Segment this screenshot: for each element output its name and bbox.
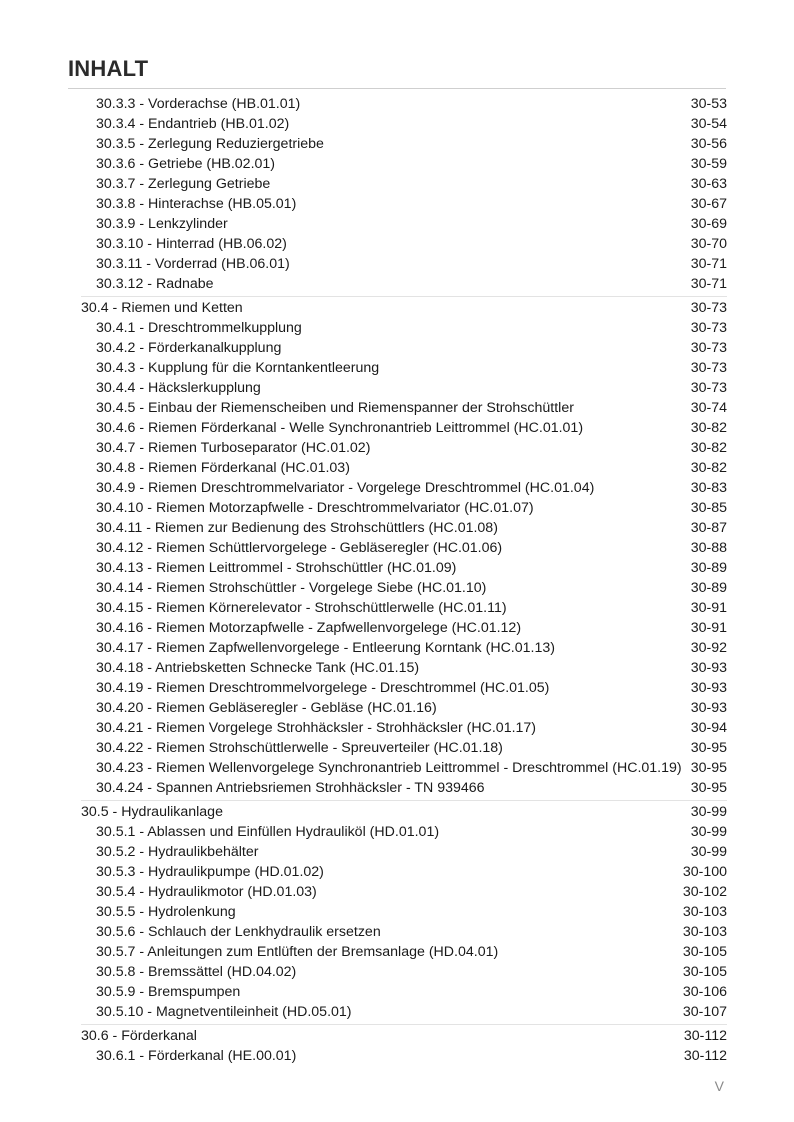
toc-entry-page: 30-89 <box>690 560 727 576</box>
toc-entry-page: 30-63 <box>690 176 727 192</box>
toc-entry[interactable] <box>0 902 794 922</box>
toc-entry-page: 30-91 <box>690 620 727 636</box>
toc-entry-page: 30-88 <box>690 540 727 556</box>
toc-entry[interactable] <box>0 842 794 862</box>
toc-entry-title: 30.5 - Hydraulikanlage <box>81 804 223 820</box>
toc-entry-page: 30-82 <box>690 440 727 456</box>
toc-entry-page: 30-70 <box>690 236 727 252</box>
toc-entry-title: 30.4 - Riemen und Ketten <box>81 300 243 316</box>
toc-entry[interactable] <box>0 274 794 294</box>
toc-entry-title: 30.4.2 - Förderkanalkupplung <box>96 340 282 356</box>
toc-entry[interactable] <box>0 1002 794 1022</box>
toc-entry-title: 30.3.10 - Hinterrad (HB.06.02) <box>96 236 287 252</box>
toc-entry-title: 30.5.9 - Bremspumpen <box>96 984 241 1000</box>
toc-entry-page: 30-59 <box>690 156 727 172</box>
toc-entry[interactable] <box>0 1046 794 1066</box>
toc-entry-title: 30.5.6 - Schlauch der Lenkhydraulik ersetzen <box>96 924 381 940</box>
toc-entry[interactable] <box>0 922 794 942</box>
toc-entry[interactable] <box>0 378 794 398</box>
toc-entry-page: 30-103 <box>682 904 727 920</box>
toc-entry[interactable] <box>0 862 794 882</box>
toc-entry[interactable] <box>0 882 794 902</box>
toc-entry-page: 30-93 <box>690 700 727 716</box>
toc-entry[interactable] <box>0 194 794 214</box>
toc-entry-title: 30.4.20 - Riemen Gebläseregler - Gebläse (HC.01.16) <box>96 700 437 716</box>
toc-entry[interactable] <box>0 498 794 518</box>
toc-entry-page: 30-53 <box>690 96 727 112</box>
toc-entry-page: 30-73 <box>690 300 727 316</box>
toc-entry-page: 30-91 <box>690 600 727 616</box>
toc-entry-page: 30-56 <box>690 136 727 152</box>
toc-entry-title: 30.4.6 - Riemen Förderkanal - Welle Synchronantrieb Leittrommel (HC.01.01) <box>96 420 584 436</box>
toc-entry[interactable] <box>0 478 794 498</box>
toc-entry-title: 30.5.8 - Bremssättel (HD.04.02) <box>96 964 297 980</box>
toc-entry[interactable] <box>0 738 794 758</box>
toc-entry[interactable] <box>0 134 794 154</box>
toc-entry-title: 30.3.8 - Hinterachse (HB.05.01) <box>96 196 297 212</box>
page-number: V <box>714 1078 724 1094</box>
toc-entry[interactable] <box>0 438 794 458</box>
toc-entry-page: 30-71 <box>690 256 727 272</box>
toc-entry-title: 30.5.10 - Magnetventileinheit (HD.05.01) <box>96 1004 352 1020</box>
toc-entry-title: 30.4.23 - Riemen Wellenvorgelege Synchronantrieb Leittrommel - Dreschtrommel (HC.01.19) <box>96 760 682 776</box>
toc-entry[interactable] <box>0 778 794 798</box>
toc-entry[interactable] <box>0 318 794 338</box>
toc-entry[interactable] <box>0 458 794 478</box>
toc-entry-page: 30-99 <box>690 824 727 840</box>
toc-entry-title: 30.4.17 - Riemen Zapfwellenvorgelege - Entleerung Korntank (HC.01.13) <box>96 640 555 656</box>
toc-entry-page: 30-99 <box>690 804 727 820</box>
toc-entry-page: 30-93 <box>690 680 727 696</box>
toc-entry-title: 30.4.22 - Riemen Strohschüttlerwelle - Spreuverteiler (HC.01.18) <box>96 740 503 756</box>
toc-entry-page: 30-103 <box>682 924 727 940</box>
toc-entry-page: 30-73 <box>690 320 727 336</box>
toc-entry-page: 30-105 <box>682 964 727 980</box>
toc-entry[interactable] <box>0 114 794 134</box>
toc-entry-page: 30-69 <box>690 216 727 232</box>
toc-entry-title: 30.5.2 - Hydraulikbehälter <box>96 844 259 860</box>
toc-entry[interactable] <box>0 418 794 438</box>
toc-entry-title: 30.3.4 - Endantrieb (HB.01.02) <box>96 116 290 132</box>
toc-entry-page: 30-92 <box>690 640 727 656</box>
toc-entry-title: 30.5.1 - Ablassen und Einfüllen Hydrauliköl (HD.01.01) <box>96 824 440 840</box>
toc-entry-page: 30-99 <box>690 844 727 860</box>
toc-entry-page: 30-82 <box>690 460 727 476</box>
toc-entry[interactable] <box>0 214 794 234</box>
toc-entry[interactable] <box>0 982 794 1002</box>
toc-entry-title: 30.4.18 - Antriebsketten Schnecke Tank (HC.01.15) <box>96 660 420 676</box>
toc-entry-title: 30.5.5 - Hydrolenkung <box>96 904 236 920</box>
toc-section-entry[interactable] <box>0 802 794 822</box>
toc-entry-title: 30.4.19 - Riemen Dreschtrommelvorgelege - Dreschtrommel (HC.01.05) <box>96 680 550 696</box>
toc-entry-title: 30.6.1 - Förderkanal (HE.00.01) <box>96 1048 297 1064</box>
toc-entry[interactable] <box>0 558 794 578</box>
toc-entry-title: 30.5.7 - Anleitungen zum Entlüften der Bremsanlage (HD.04.01) <box>96 944 499 960</box>
toc-entry[interactable] <box>0 538 794 558</box>
toc-entry-title: 30.4.11 - Riemen zur Bedienung des Strohschüttlers (HC.01.08) <box>96 520 498 536</box>
toc-section-entry[interactable] <box>0 1026 794 1046</box>
toc-entry[interactable] <box>0 94 794 114</box>
toc-entry-page: 30-112 <box>683 1028 727 1044</box>
page-title: INHALT <box>68 56 149 81</box>
toc-entry-page: 30-83 <box>690 480 727 496</box>
toc-entry[interactable] <box>0 718 794 738</box>
toc-entry-page: 30-102 <box>682 884 727 900</box>
toc-entry[interactable] <box>0 598 794 618</box>
toc-entry[interactable] <box>0 234 794 254</box>
toc-entry-title: 30.4.15 - Riemen Körnerelevator - Strohschüttlerwelle (HC.01.11) <box>96 600 507 616</box>
toc-entry[interactable] <box>0 678 794 698</box>
toc-entry[interactable] <box>0 518 794 538</box>
toc-entry-title: 30.5.3 - Hydraulikpumpe (HD.01.02) <box>96 864 324 880</box>
toc-entry[interactable] <box>0 618 794 638</box>
toc-entry[interactable] <box>0 578 794 598</box>
toc-entry[interactable] <box>0 962 794 982</box>
toc-entry-page: 30-73 <box>690 380 727 396</box>
toc-entry-page: 30-112 <box>683 1048 727 1064</box>
toc-entry[interactable] <box>0 338 794 358</box>
toc-entry-page: 30-94 <box>690 720 727 736</box>
toc-entry-title: 30.4.12 - Riemen Schüttlervorgelege - Gebläseregler (HC.01.06) <box>96 540 503 556</box>
toc-entry-page: 30-82 <box>690 420 727 436</box>
toc-entry[interactable] <box>0 658 794 678</box>
toc-entry-title: 30.4.10 - Riemen Motorzapfwelle - Dreschtrommelvariator (HC.01.07) <box>96 500 534 516</box>
toc-entry-title: 30.4.1 - Dreschtrommelkupplung <box>96 320 302 336</box>
toc-entry-page: 30-105 <box>682 944 727 960</box>
toc-entry-page: 30-89 <box>690 580 727 596</box>
toc-entry-page: 30-73 <box>690 340 727 356</box>
toc-entry[interactable] <box>0 358 794 378</box>
toc-entry-page: 30-95 <box>690 780 727 796</box>
toc-entry-title: 30.4.4 - Häckslerkupplung <box>96 380 261 396</box>
toc-entry-page: 30-93 <box>690 660 727 676</box>
toc-entry-page: 30-73 <box>690 360 727 376</box>
toc-entry-title: 30.4.21 - Riemen Vorgelege Strohhäcksler - Strohhäcksler (HC.01.17) <box>96 720 537 736</box>
toc-entry-title: 30.3.9 - Lenkzylinder <box>96 216 228 232</box>
toc-entry-page: 30-71 <box>690 276 727 292</box>
toc-entry-title: 30.4.24 - Spannen Antriebsriemen Strohhäcksler - TN 939466 <box>96 780 485 796</box>
toc-entry[interactable] <box>0 398 794 418</box>
toc-entry-title: 30.3.3 - Vorderachse (HB.01.01) <box>96 96 301 112</box>
toc-entry-page: 30-95 <box>690 760 727 776</box>
toc-entry[interactable] <box>0 698 794 718</box>
toc-entry-title: 30.4.16 - Riemen Motorzapfwelle - Zapfwellenvorgelege (HC.01.12) <box>96 620 522 636</box>
toc-entry[interactable] <box>0 254 794 274</box>
toc-entry-page: 30-54 <box>690 116 727 132</box>
toc-entry-page: 30-74 <box>690 400 727 416</box>
toc-entry-title: 30.4.7 - Riemen Turboseparator (HC.01.02) <box>96 440 371 456</box>
toc-entry-page: 30-95 <box>690 740 727 756</box>
toc-entry-title: 30.4.8 - Riemen Förderkanal (HC.01.03) <box>96 460 350 476</box>
toc-entry[interactable] <box>0 822 794 842</box>
toc-entry-page: 30-87 <box>690 520 727 536</box>
toc-entry[interactable] <box>0 638 794 658</box>
toc-entry[interactable] <box>0 942 794 962</box>
toc-entry-title: 30.3.7 - Zerlegung Getriebe <box>96 176 271 192</box>
toc-entry-title: 30.4.3 - Kupplung für die Korntankentleerung <box>96 360 380 376</box>
toc-section-entry[interactable] <box>0 298 794 318</box>
toc-entry-title: 30.6 - Förderkanal <box>81 1028 197 1044</box>
toc-entry-title: 30.4.9 - Riemen Dreschtrommelvariator - Vorgelege Dreschtrommel (HC.01.04) <box>96 480 595 496</box>
toc-entry[interactable] <box>0 758 794 778</box>
table-of-contents <box>0 94 794 1066</box>
title-divider <box>68 88 726 89</box>
toc-entry-page: 30-67 <box>690 196 727 212</box>
toc-entry-page: 30-107 <box>682 1004 727 1020</box>
toc-entry-title: 30.3.6 - Getriebe (HB.02.01) <box>96 156 276 172</box>
toc-entry-title: 30.3.11 - Vorderrad (HB.06.01) <box>96 256 290 272</box>
toc-entry-title: 30.4.14 - Riemen Strohschüttler - Vorgelege Siebe (HC.01.10) <box>96 580 487 596</box>
toc-entry[interactable] <box>0 154 794 174</box>
toc-entry-page: 30-100 <box>682 864 727 880</box>
toc-entry-title: 30.3.12 - Radnabe <box>96 276 214 292</box>
toc-entry-page: 30-106 <box>682 984 727 1000</box>
toc-entry-title: 30.3.5 - Zerlegung Reduziergetriebe <box>96 136 324 152</box>
toc-entry-page: 30-85 <box>690 500 727 516</box>
toc-entry-title: 30.5.4 - Hydraulikmotor (HD.01.03) <box>96 884 317 900</box>
toc-entry-title: 30.4.5 - Einbau der Riemenscheiben und Riemenspanner der Strohschüttler <box>96 400 574 416</box>
toc-entry-title: 30.4.13 - Riemen Leittrommel - Strohschüttler (HC.01.09) <box>96 560 457 576</box>
toc-entry[interactable] <box>0 174 794 194</box>
